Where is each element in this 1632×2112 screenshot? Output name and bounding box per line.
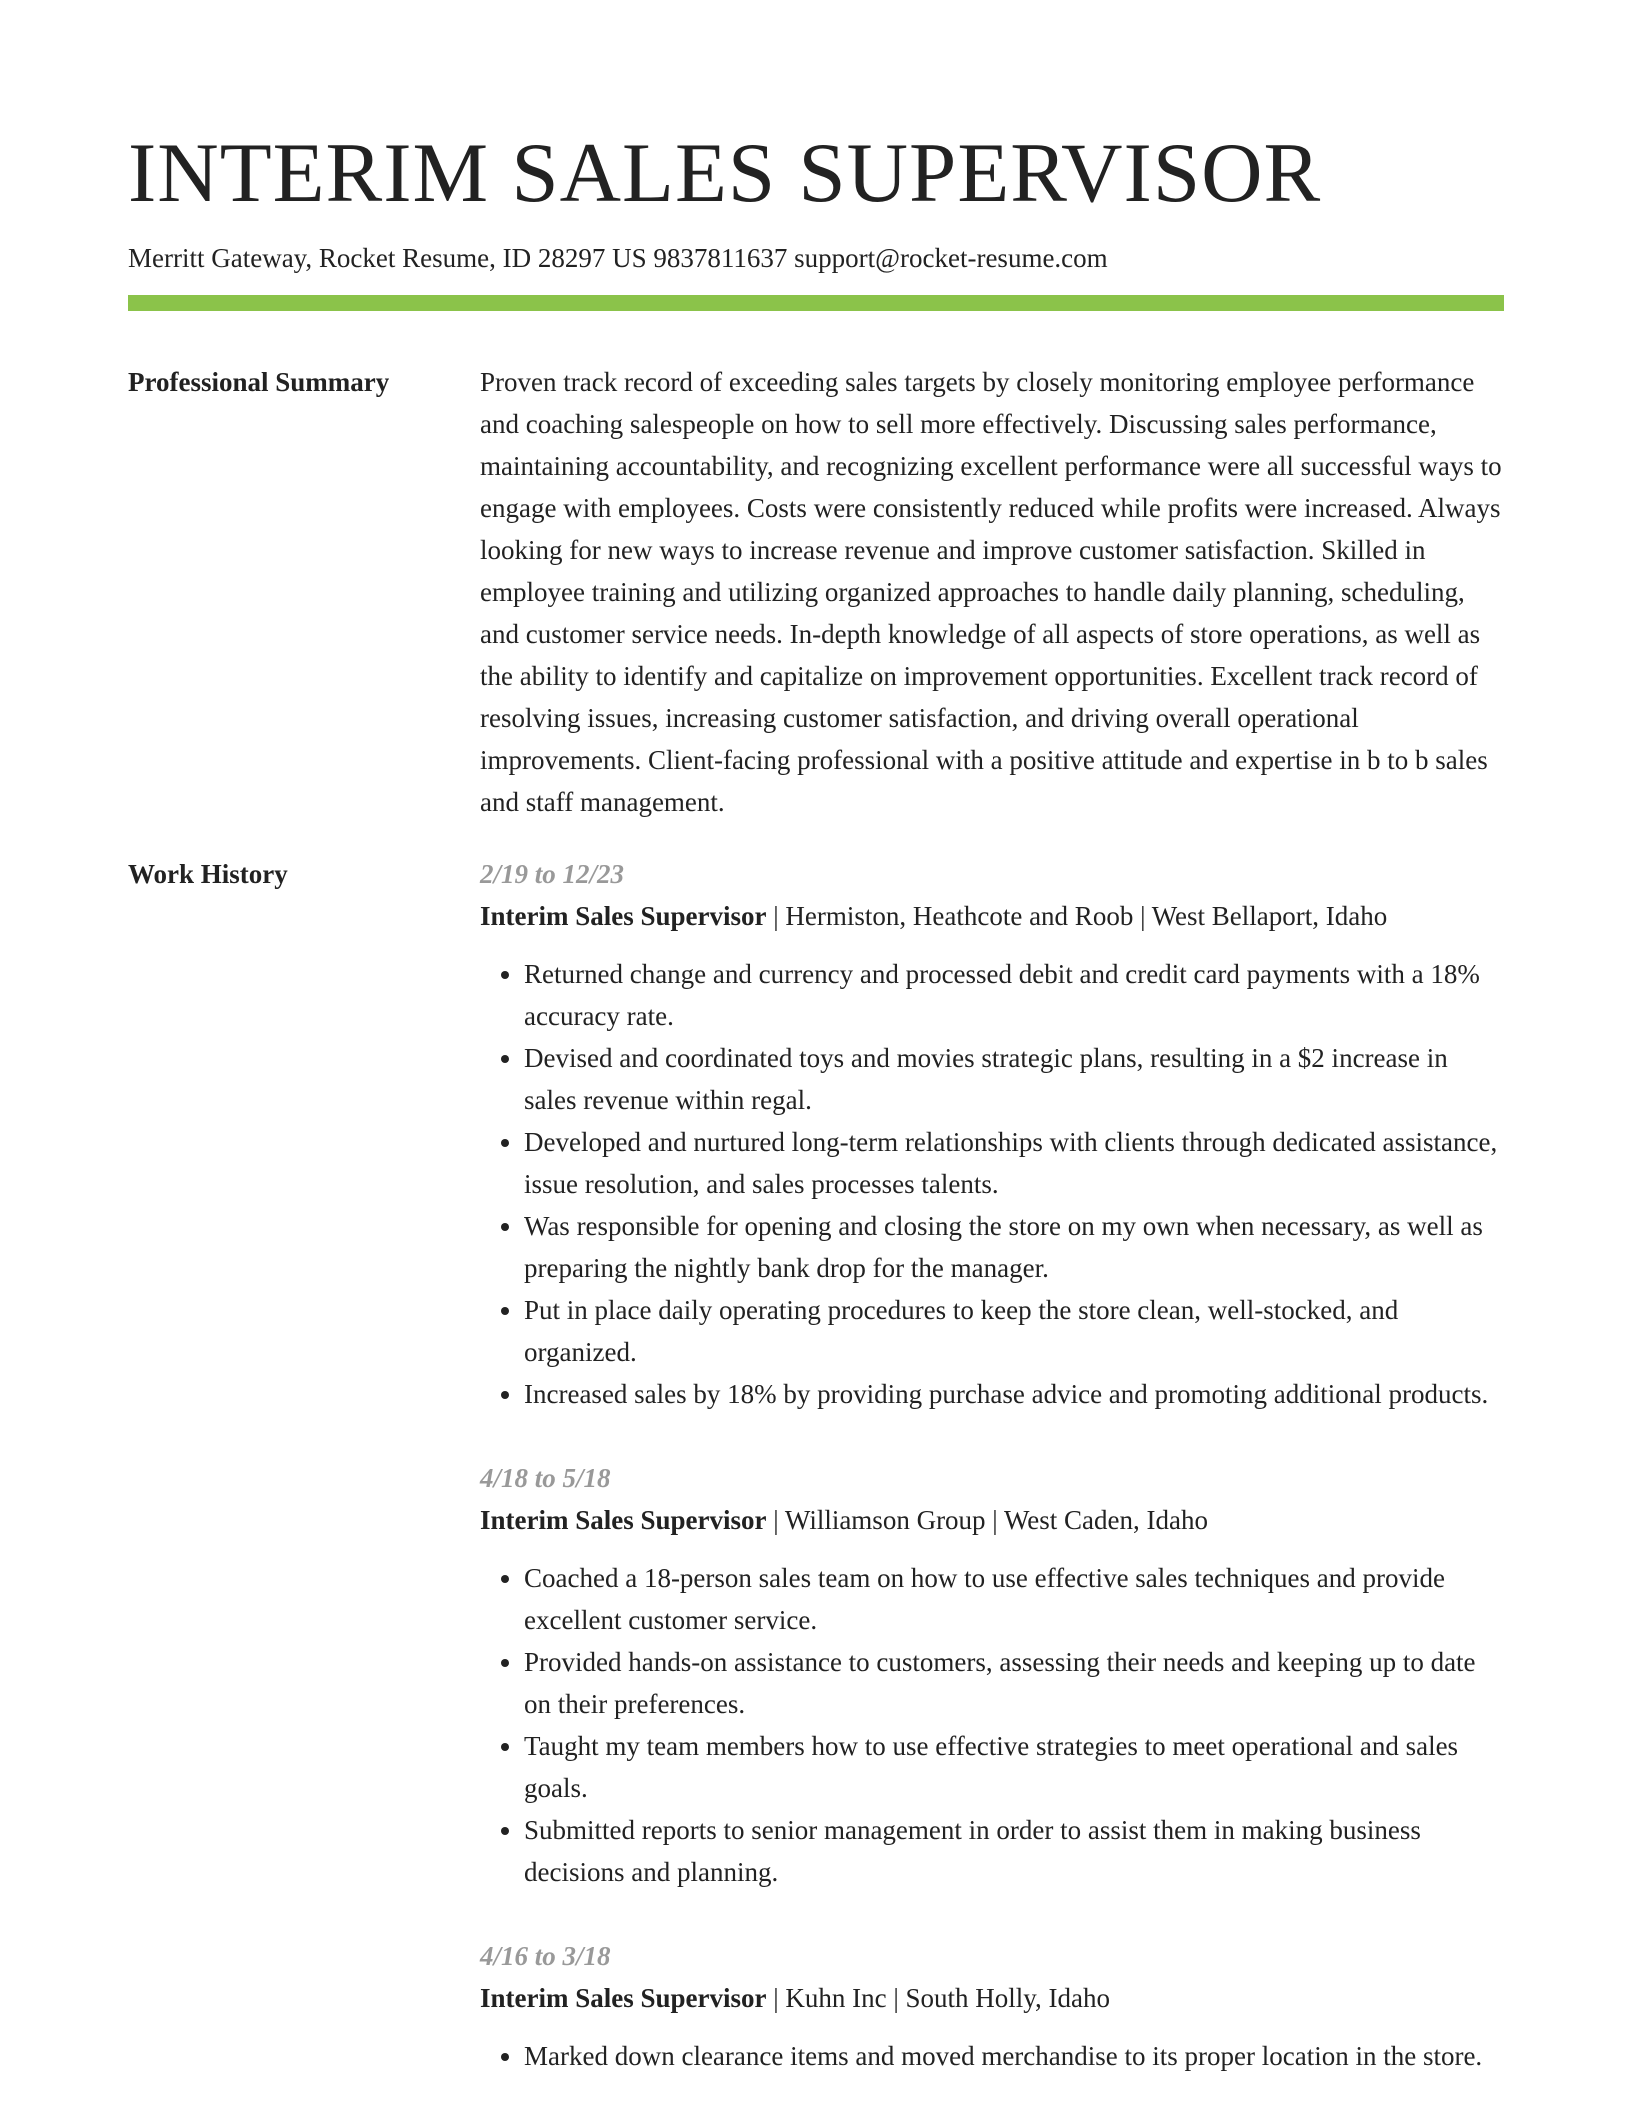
job-entry	[480, 1457, 1504, 1893]
contact-line: Merritt Gateway, Rocket Resume, ID 28297 US 9837811637 support@rocket-resume.com	[128, 243, 1108, 273]
job-entry	[480, 1935, 1504, 2077]
job-entry	[480, 853, 1504, 1415]
job-employer-location: | Williamson Group | West Caden, Idaho	[766, 1505, 1208, 1535]
job-bullet: • Developed and nurtured long-term relationships with clients through dedicated assistance, issue resolution, and sales processes talents.	[524, 1121, 1504, 1205]
job-heading	[480, 895, 1504, 937]
job-bullet: • Marked down clearance items and moved merchandise to its proper location in the store.	[524, 2035, 1504, 2077]
work-history-section	[128, 853, 1504, 2077]
section-label-professional-summary: Professional Summary	[128, 367, 390, 397]
accent-divider	[128, 295, 1504, 311]
job-bullet-list	[480, 953, 1504, 1415]
job-employer-location: | Hermiston, Heathcote and Roob | West Bellaport, Idaho	[766, 901, 1388, 931]
resume-title: INTERIM SALES SUPERVISOR	[128, 126, 1322, 220]
summary-body	[480, 361, 1504, 823]
job-bullet: • Returned change and currency and processed debit and credit card payments with a 18% accuracy rate.	[524, 953, 1504, 1037]
job-bullet: • Put in place daily operating procedures to keep the store clean, well-stocked, and organized.	[524, 1289, 1504, 1373]
summary-text: Proven track record of exceeding sales targets by closely monitoring employee performance and coaching salespeople on how to sell more effectively. Discussing sales performance, maintaining accountability, and recognizing excellent performance were all successful ways to engage with employees. Costs were consistently reduced while profits were increased. Always looking for new ways to increase revenue and improve customer satisfaction. Skilled in employee training and utilizing organized approaches to handle daily planning, scheduling, and customer service needs. In-depth knowledge of all aspects of store operations, as well as the ability to identify and capitalize on improvement opportunities. Excellent track record of resolving issues, increasing customer satisfaction, and driving overall operational improvements. Client-facing professional with a positive attitude and expertise in b to b sales and staff management.	[480, 367, 1502, 817]
professional-summary-section	[128, 361, 1504, 823]
job-dates: 2/19 to 12/23	[480, 859, 625, 889]
job-dates: 4/16 to 3/18	[480, 1941, 611, 1971]
job-bullet: • Provided hands-on assistance to customers, assessing their needs and keeping up to date on their preferences.	[524, 1641, 1504, 1725]
job-heading	[480, 1977, 1504, 2019]
resume-page	[128, 0, 1504, 2077]
job-bullet: • Was responsible for opening and closing the store on my own when necessary, as well as preparing the nightly bank drop for the manager.	[524, 1205, 1504, 1289]
section-label-work-history: Work History	[128, 859, 288, 889]
job-bullet-list	[480, 1557, 1504, 1893]
work-history-body	[480, 853, 1504, 2077]
job-title: Interim Sales Supervisor	[480, 1983, 767, 2013]
job-bullet: • Submitted reports to senior management in order to assist them in making business decisions and planning.	[524, 1809, 1504, 1893]
job-title: Interim Sales Supervisor	[480, 1505, 767, 1535]
job-employer-location: | Kuhn Inc | South Holly, Idaho	[766, 1983, 1111, 2013]
job-bullet: • Increased sales by 18% by providing purchase advice and promoting additional products.	[524, 1373, 1504, 1415]
job-dates: 4/18 to 5/18	[480, 1463, 611, 1493]
job-bullet-list	[480, 2035, 1504, 2077]
job-title: Interim Sales Supervisor	[480, 901, 767, 931]
job-bullet: • Coached a 18-person sales team on how to use effective sales techniques and provide excellent customer service.	[524, 1557, 1504, 1641]
job-heading	[480, 1499, 1504, 1541]
job-bullet: • Devised and coordinated toys and movies strategic plans, resulting in a $2 increase in sales revenue within regal.	[524, 1037, 1504, 1121]
job-bullet: • Taught my team members how to use effective strategies to meet operational and sales goals.	[524, 1725, 1504, 1809]
